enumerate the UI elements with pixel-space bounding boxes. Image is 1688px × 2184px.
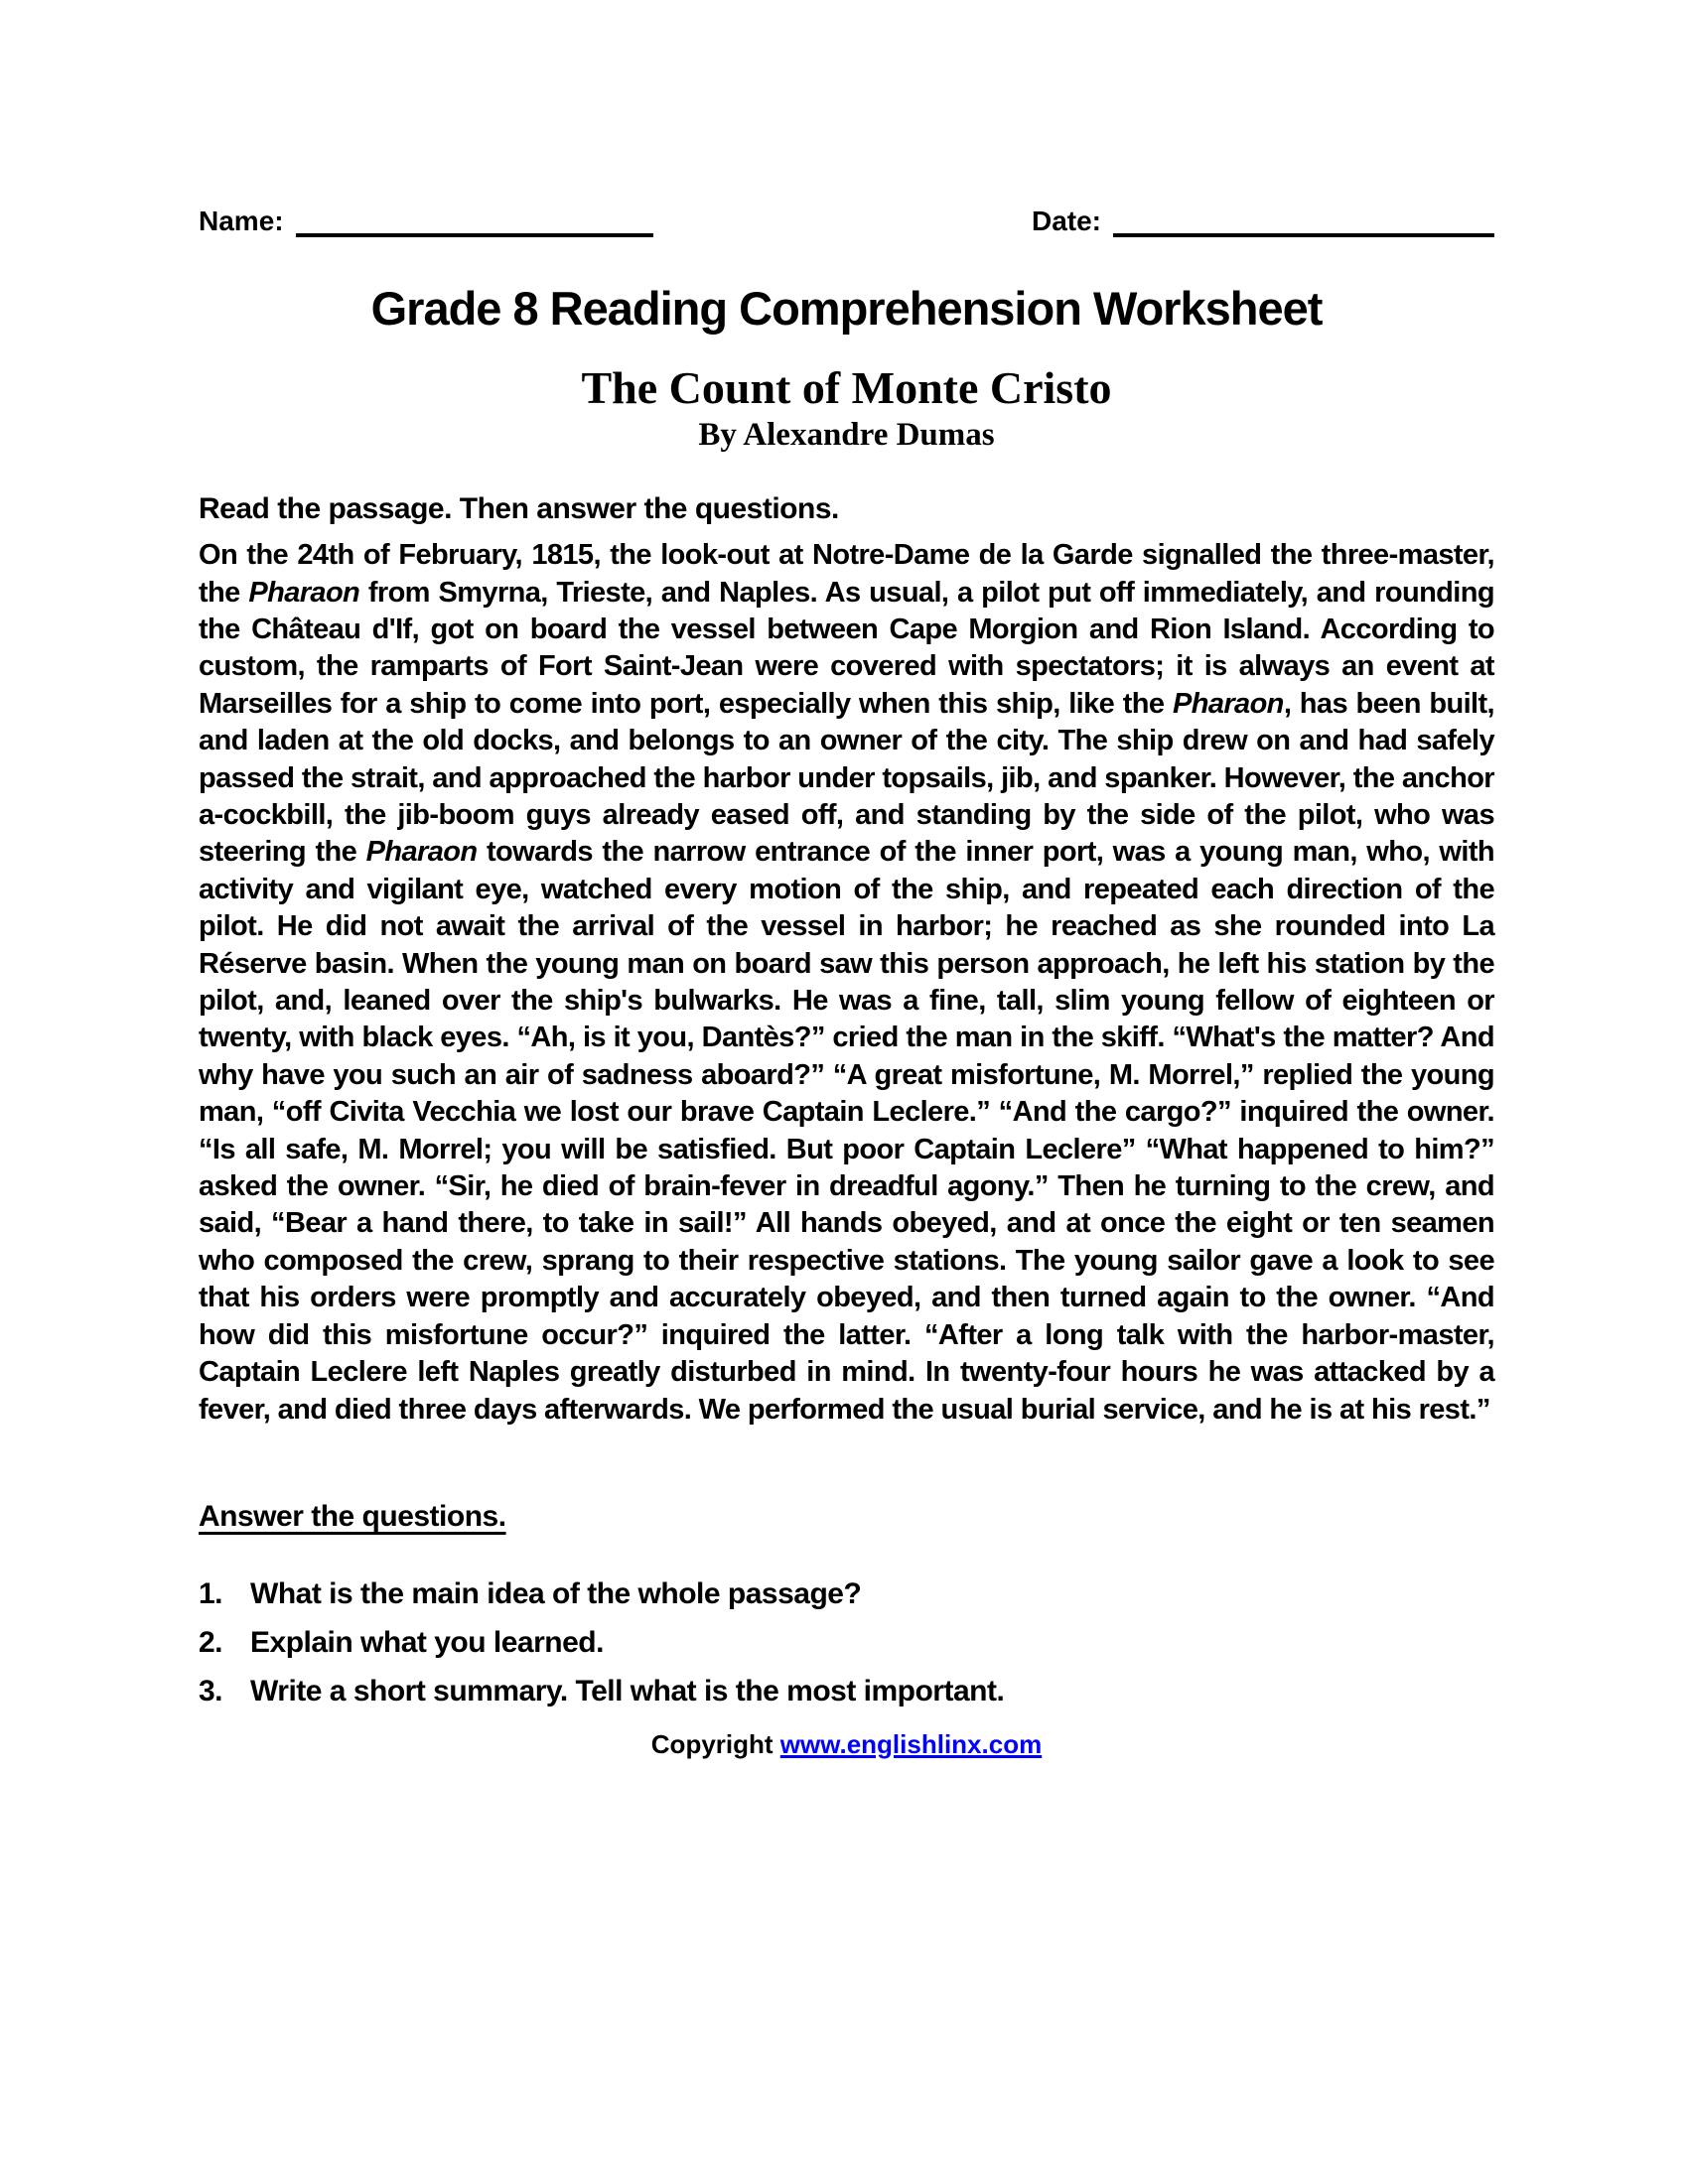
- passage-run: On the 24th of February, 1815, the look-out at Notre-Dame de la Garde signalled the three-master, the: [199, 539, 1494, 609]
- question-number: 1.: [199, 1576, 223, 1610]
- passage-text: [199, 537, 1494, 1429]
- byline: By Alexandre Dumas: [698, 417, 995, 454]
- question-text: Write a short summary. Tell what is the most important.: [250, 1674, 1005, 1707]
- passage-italic-run: Pharaon: [248, 576, 360, 609]
- date-label: Date:: [1031, 205, 1101, 236]
- name-date-row: [199, 0, 1494, 237]
- name-label: Name:: [199, 205, 284, 236]
- passage-run: towards the narrow entrance of the inner port, was a young man, who, with activity and vigilant eye, watched every motion of the ship, and repeated each direction of the pilot. He did not await the arrival of the vessel in harbor; he reached as she rounded into La Réserve basin. When the young man on board saw this person approach, he left his station by the pilot, and, leaned over the ship's bulwarks. He was a fine, tall, slim young fellow of eighteen or twenty, with black eyes. “Ah, is it you, Dantès?” cried the man in the skiff. “What's the matter? And why have you such an air of sadness aboard?” “A great misfortune, M. Morrel,” replied the young man, “off Civita Vecchia we lost our brave Captain Leclere.” “And the cargo?” inquired the owner. “Is all safe, M. Morrel; you will be satisfied. But poor Captain Leclere” “What happened to him?” asked the owner. “Sir, he died of brain-fever in dreadful agony.” Then he turning to the crew, and said, “Bear a hand there, to take in sail!” All hands obeyed, and at once the eight or ten seamen who composed the crew, sprang to their respective stations. The young sailor gave a look to see that his orders were promptly and accurately obeyed, and then turned again to the owner. “And how did this misfortune occur?” inquired the latter. “After a long talk with the harbor-master, Captain Leclere left Naples greatly disturbed in mind. In twenty-four hours he was attacked by a fever, and died three days afterwards. We performed the usual burial service, and he is at his rest.”: [199, 836, 1494, 1426]
- question-item: [199, 1624, 1494, 1661]
- passage-italic-run: Pharaon: [365, 836, 478, 869]
- question-item: [199, 1673, 1494, 1709]
- question-item: [199, 1575, 1494, 1612]
- name-blank-line: [296, 204, 653, 237]
- worksheet-title: Grade 8 Reading Comprehension Worksheet: [370, 282, 1323, 335]
- instruction-text: Read the passage. Then answer the questions.: [199, 492, 839, 526]
- content-column: [199, 0, 1494, 1760]
- answer-heading: Answer the questions.: [199, 1499, 506, 1533]
- passage-run: from Smyrna, Trieste, and Naples. As usual, a pilot put off immediately, and rounding the Château d'If, got on board the vessel between Cape Morgion and Rion Island. According to custom, the ramparts of Fort Saint-Jean were covered with spectators; it is always an event at Marseilles for a ship to come into port, especially when this ship, like the: [199, 576, 1494, 720]
- copyright-footer: [199, 1729, 1494, 1760]
- question-list: [199, 1575, 1494, 1709]
- passage-title: The Count of Monte Cristo: [581, 361, 1112, 413]
- englishlinx-link[interactable]: www.englishlinx.com: [779, 1728, 1043, 1759]
- question-text: What is the main idea of the whole passage?: [250, 1576, 862, 1610]
- copyright-label: Copyright: [650, 1728, 780, 1759]
- date-blank-line: [1113, 204, 1494, 237]
- date-field-group: [1032, 204, 1494, 237]
- passage-run: , has been built, and laden at the old docks, and belongs to an owner of the city. The ship drew on and had safely passed the strait, and approached the harbor under topsails, jib, and spanker. However, the anchor a-cockbill, the jib-boom guys already eased off, and standing by the side of the pilot, who was steering the: [199, 687, 1494, 869]
- question-number: 3.: [199, 1674, 223, 1707]
- passage-italic-run: Pharaon: [1172, 687, 1284, 720]
- question-number: 2.: [199, 1625, 223, 1659]
- question-text: Explain what you learned.: [250, 1625, 604, 1659]
- name-field-group: [199, 204, 653, 237]
